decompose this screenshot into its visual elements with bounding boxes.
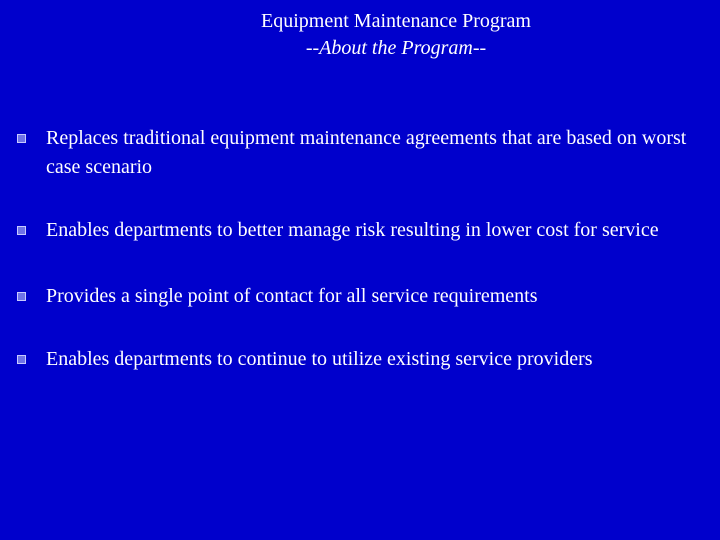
bullet-text: Enables departments to continue to utilize existing service providers <box>46 348 593 370</box>
bullet-item <box>0 124 716 182</box>
bullet-item <box>0 216 716 245</box>
square-bullet-icon <box>17 226 26 235</box>
bullet-text: Provides a single point of contact for all service requirements <box>46 285 538 307</box>
square-bullet-icon <box>17 292 26 301</box>
slide-subtitle: --About the Program-- <box>305 37 487 59</box>
bullet-item <box>0 282 716 311</box>
bullet-text: Replaces traditional equipment maintenance agreements that are based on worst case scenario <box>46 127 687 178</box>
bullet-text: Enables departments to better manage risk resulting in lower cost for service <box>46 219 659 241</box>
bullet-item <box>0 345 716 374</box>
slide-title: Equipment Maintenance Program <box>261 10 531 32</box>
slide-title-block <box>180 8 612 62</box>
bullet-list <box>0 124 716 408</box>
square-bullet-icon <box>17 355 26 364</box>
square-bullet-icon <box>17 134 26 143</box>
